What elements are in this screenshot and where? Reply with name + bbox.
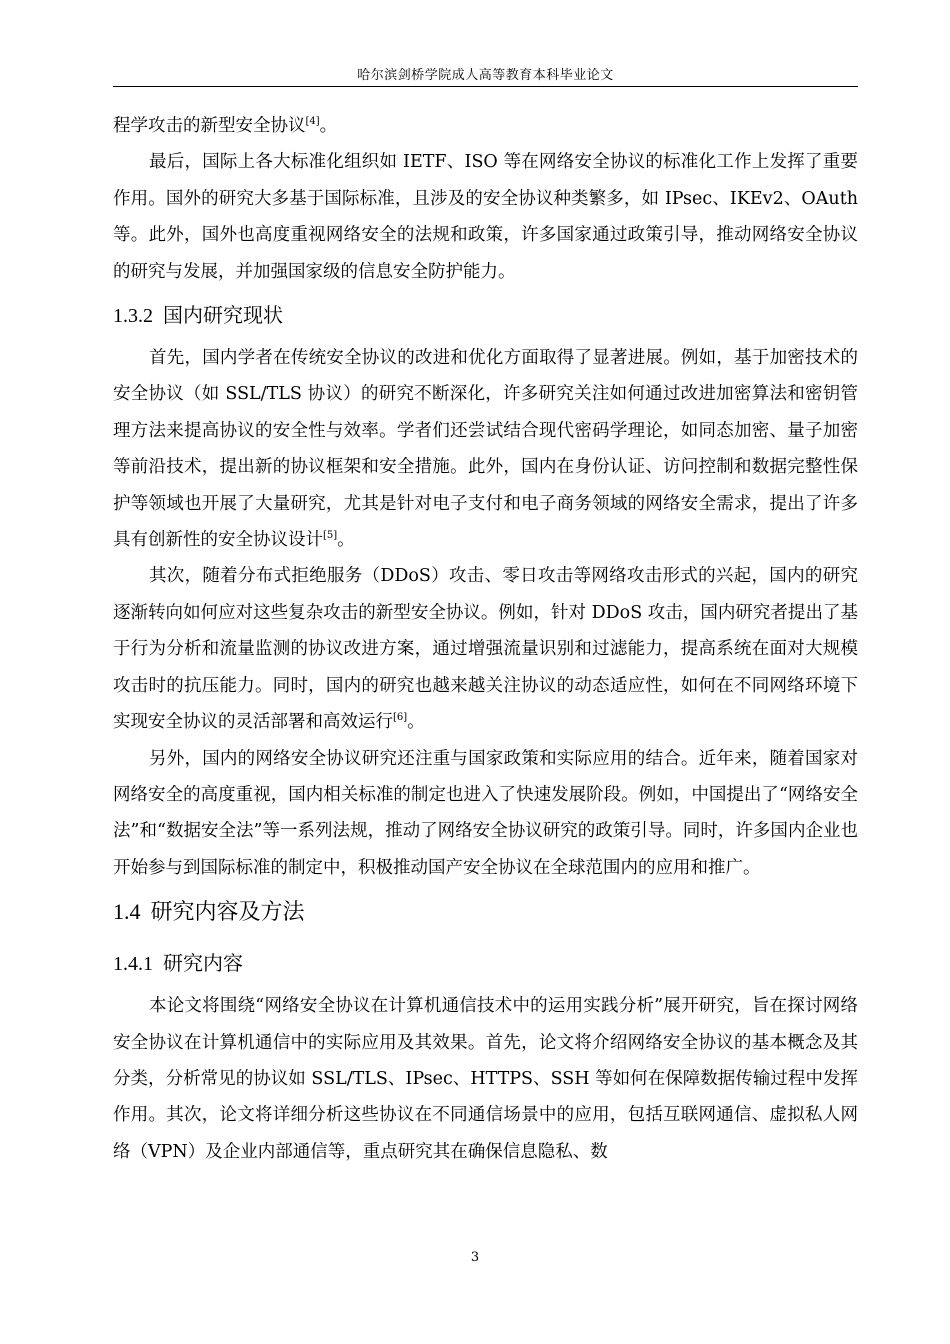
section-title: 研究内容及方法 xyxy=(150,900,305,926)
section-number: 1.3.2 xyxy=(113,305,153,328)
section-heading-1-3-2 xyxy=(113,290,858,340)
section-title: 研究内容 xyxy=(163,951,243,976)
section-heading-1-4-1 xyxy=(113,938,858,988)
paragraph-international-standards: 最后，国际上各大标准化组织如 IETF、ISO 等在网络安全协议的标准化工作上发挥了重要作用。国外的研究大多基于国际标准，且涉及的安全协议种类繁多，如 IPsec、IKEv2、OAuth 等。此外，国外也高度重视网络安全的法规和政策，许多国家通过政策引导，推动网络安全协议的研究与发展，并加强国家级的信息安全防护能力。 xyxy=(113,152,858,282)
page-number: 3 xyxy=(470,1250,480,1265)
paragraph-research-content: 本论文将围绕“网络安全协议在计算机通信技术中的运用实践分析”展开研究，旨在探讨网络安全协议在计算机通信中的实际应用及其效果。首先，论文将介绍网络安全协议的基本概念及其分类，分析常见的协议如 SSL/TLS、IPsec、HTTPS、SSH 等如何在保障数据传输过程中发挥作用。其次，论文将详细分析这些协议在不同通信场景中的应用，包括互联网通信、虚拟私人网络（VPN）及企业内部通信等，重点研究其在确保信息隐私、数 xyxy=(113,996,858,1162)
citation-ref: [6] xyxy=(393,712,408,724)
paragraph-text: 程学攻击的新型安全协议 xyxy=(113,116,306,136)
paragraph-text: 其次，随着分布式拒绝服务（DDoS）攻击、零日攻击等网络攻击形式的兴起，国内的研究逐渐转向如何应对这些复杂攻击的新型安全协议。例如，针对 DDoS 攻击，国内研究者提出了基于行为分析和流量监测的协议改进方案，通过增强流量识别和过滤能力，提高系统在面对大规模攻击时的抗压能力。同时，国内的研究也越来越关注协议的动态适应性，如何在不同网络环境下实现安全协议的灵活部署和高效运行 xyxy=(113,566,858,733)
section-title: 国内研究现状 xyxy=(163,303,283,328)
section-heading-1-4 xyxy=(113,886,858,938)
paragraph-text: 首先，国内学者在传统安全协议的改进和优化方面取得了显著进展。例如，基于加密技术的安全协议（如 SSL/TLS 协议）的研究不断深化，许多研究关注如何通过改进加密算法和密钥管理方法来提高协议的安全性与效率。学者们还尝试结合现代密码学理论，如同态加密、量子加密等前沿技术，提出新的协议框架和安全措施。此外，国内在身份认证、访问控制和数据完整性保护等领域也开展了大量研究，尤其是针对电子支付和电子商务领域的网络安全需求，提出了许多具有创新性的安全协议设计 xyxy=(113,348,858,551)
header-rule xyxy=(113,86,858,87)
paragraph-tail: 。 xyxy=(337,530,355,551)
section-number: 1.4 xyxy=(113,899,141,925)
running-header: 哈尔滨剑桥学院成人高等教育本科毕业论文 xyxy=(357,68,614,83)
page-body xyxy=(113,108,858,1170)
paragraph-tail: 。 xyxy=(319,116,338,136)
citation-ref: [4] xyxy=(305,116,320,128)
paragraph-tail: 。 xyxy=(407,712,425,733)
paragraph-domestic-second xyxy=(113,558,858,740)
paragraph-domestic-first xyxy=(113,340,858,558)
citation-ref: [5] xyxy=(323,530,338,542)
section-number: 1.4.1 xyxy=(113,953,153,976)
paragraph-continuation xyxy=(113,108,858,144)
paragraph-domestic-policy: 另外，国内的网络安全协议研究还注重与国家政策和实际应用的结合。近年来，随着国家对网络安全的高度重视，国内相关标准的制定也进入了快速发展阶段。例如，中国提出了“网络安全法”和“数据安全法”等一系列法规，推动了网络安全协议研究的政策引导。同时，许多国内企业也开始参与到国际标准的制定中，积极推动国产安全协议在全球范围内的应用和推广。 xyxy=(113,748,858,878)
